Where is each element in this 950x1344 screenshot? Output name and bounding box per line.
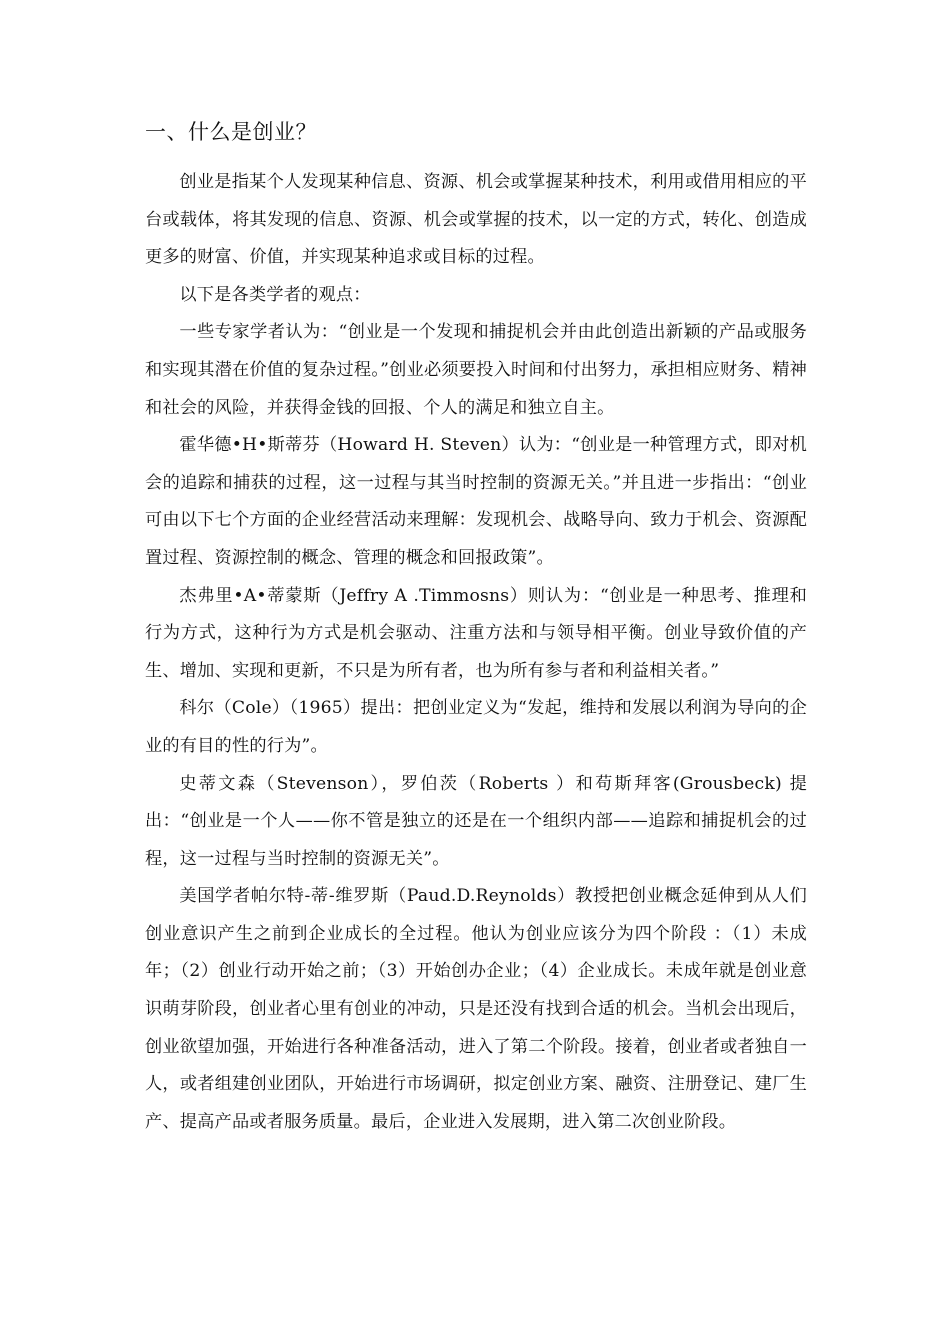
paragraph-experts-view: 一些专家学者认为：“创业是一个发现和捕捉机会并由此创造出新颖的产品或服务和实现其潜在价值的复杂过程。”创业必须要投入时间和付出努力，承担相应财务、精神和社会的风险，并获得金钱的回报、个人的满足和独立自主。	[145, 322, 807, 418]
paragraph-definition: 创业是指某个人发现某种信息、资源、机会或掌握某种技术，利用或借用相应的平台或载体，将其发现的信息、资源、机会或掌握的技术，以一定的方式，转化、创造成更多的财富、价值，并实现某种追求或目标的过程。	[145, 172, 807, 268]
paragraph-howard-steven: 霍华德•H•斯蒂芬（Howard H. Steven）认为：“创业是一种管理方式，即对机会的追踪和捕获的过程，这一过程与其当时控制的资源无关。”并且进一步指出：“创业可由以下七个方面的企业经营活动来理解：发现机会、战略导向、致力于机会、资源配置过程、资源控制的概念、管理的概念和回报政策”。	[145, 435, 807, 568]
paragraph-stevenson: 史蒂文森（Stevenson），罗伯茨（Roberts ）和苟斯拜客(Grousbeck) 提出：“创业是一个人——你不管是独立的还是在一个组织内部——追踪和捕捉机会的过程，这一过程与当时控制的资源无关”。	[145, 773, 807, 869]
section-heading: 一、什么是创业？	[145, 120, 317, 144]
paragraph-scholars-intro: 以下是各类学者的观点：	[179, 284, 371, 305]
document-body	[145, 112, 807, 1141]
paragraph-reynolds: 美国学者帕尔特-蒂-维罗斯（Paud.D.Reynolds）教授把创业概念延伸到从人们创业意识产生之前到企业成长的全过程。他认为创业应该分为四个阶段 ：（1）未成年；（2）创业行动开始之前；（3）开始创办企业；（4）企业成长。未成年就是创业意识萌芽阶段，创业者心里有创业的冲动，只是还没有找到合适的机会。当机会出现后，创业欲望加强，开始进行各种准备活动，进入了第二个阶段。接着，创业者或者独自一人，或者组建创业团队，开始进行市场调研，拟定创业方案、融资、注册登记、建厂生产、提高产品或者服务质量。最后，企业进入发展期，进入第二次创业阶段。	[145, 886, 807, 1132]
paragraph-timmons: 杰弗里•A•蒂蒙斯（Jeffry A .Timmosns）则认为：“创业是一种思考、推理和行为方式，这种行为方式是机会驱动、注重方法和与领导相平衡。创业导致价值的产生、增加、实现和更新，不只是为所有者，也为所有参与者和利益相关者。”	[145, 585, 807, 681]
paragraph-cole: 科尔（Cole）（1965）提出：把创业定义为“发起，维持和发展以利润为导向的企业的有目的性的行为”。	[145, 698, 807, 756]
